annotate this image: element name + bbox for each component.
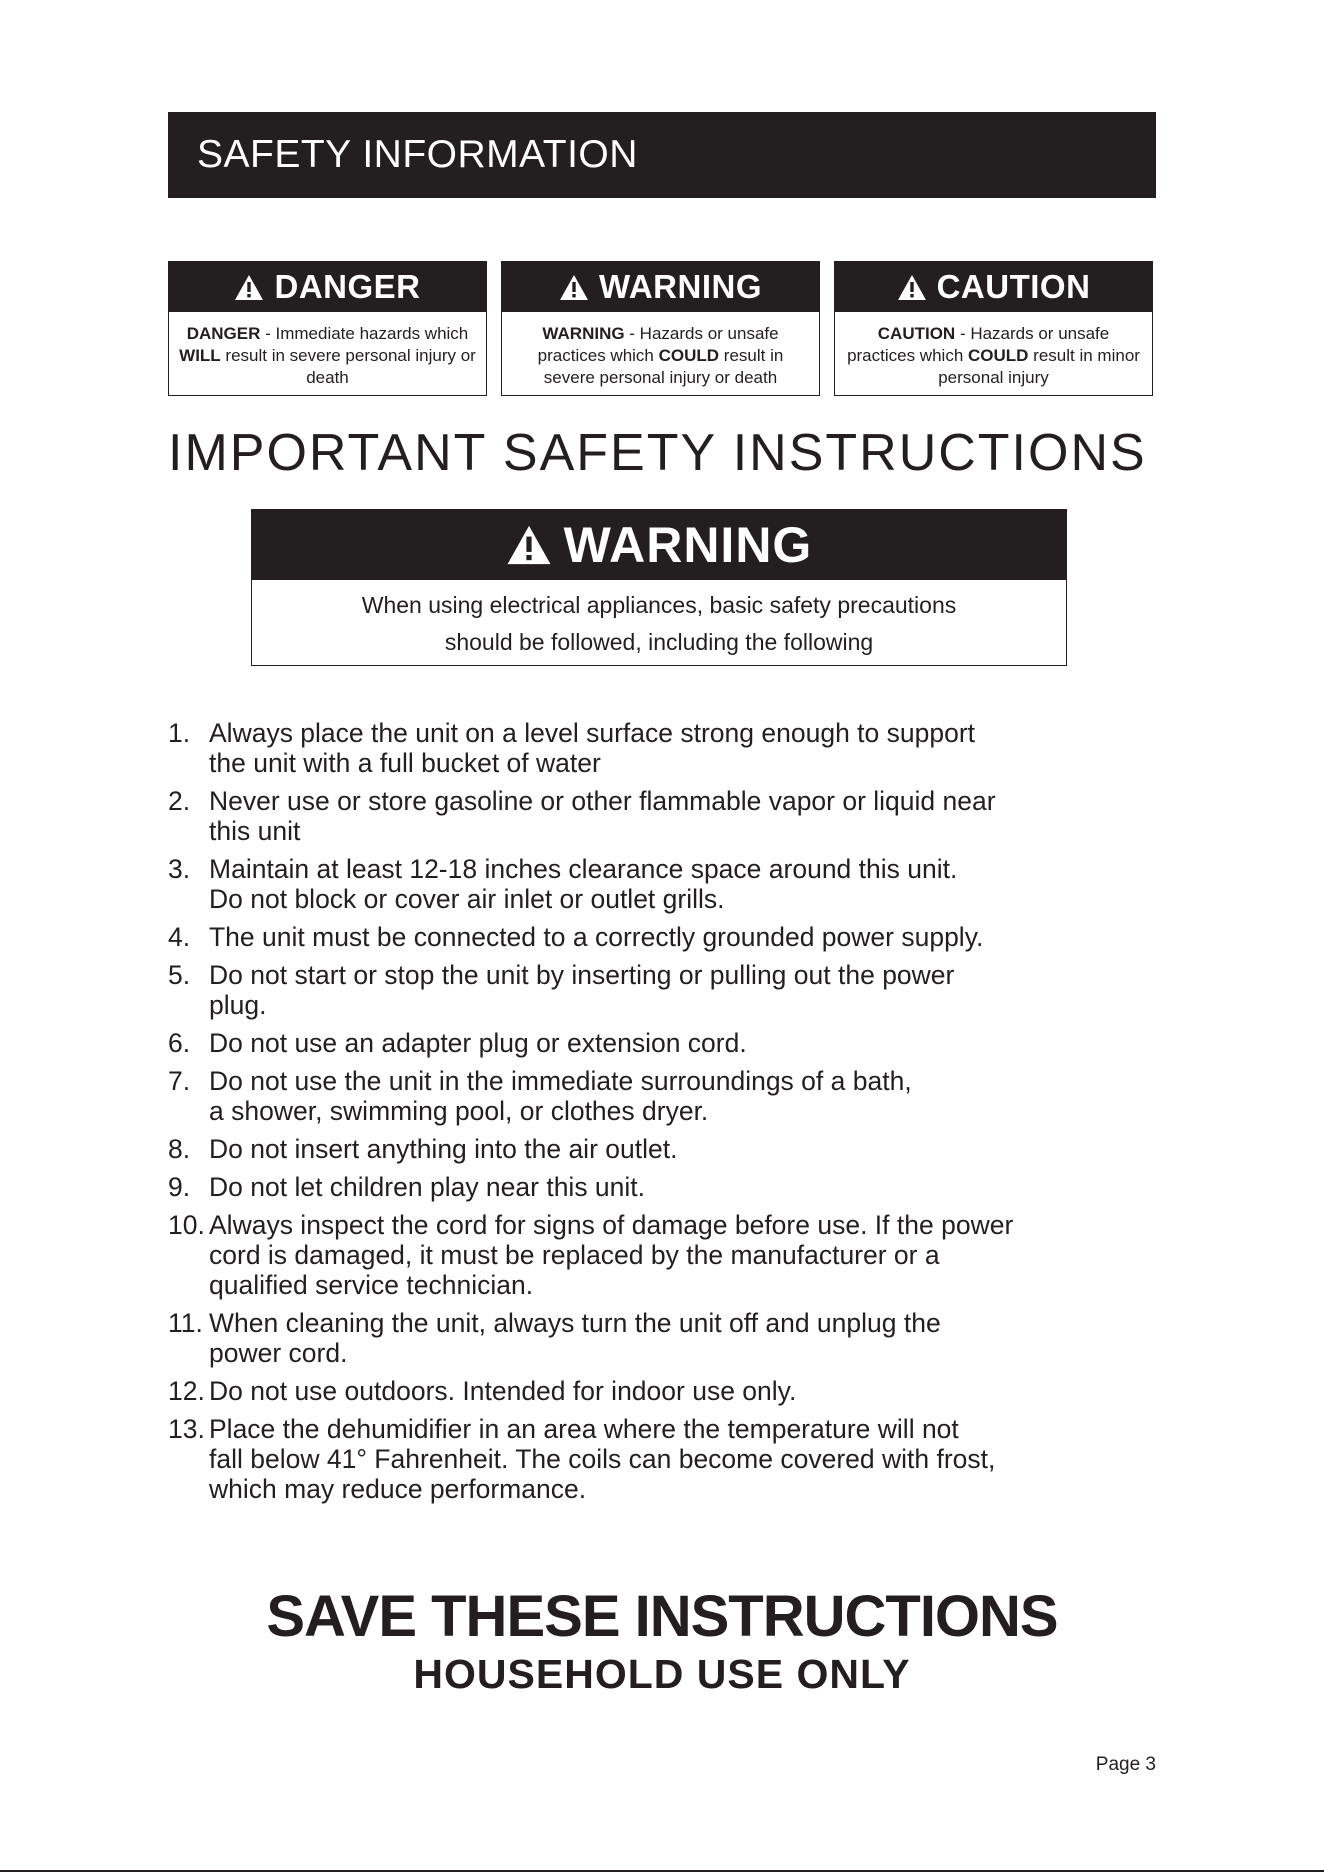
list-item-line: power cord.	[209, 1338, 348, 1368]
caution-desc-post: result in minor personal injury	[938, 346, 1140, 387]
list-item-line: The unit must be connected to a correctly grounded power supply.	[209, 922, 984, 952]
list-item-text	[209, 1066, 1168, 1126]
list-item-text	[209, 1308, 1168, 1368]
list-item-number: 13.	[168, 1414, 205, 1444]
warning-box-small	[501, 261, 820, 396]
list-item-line: Do not use the unit in the immediate surroundings of a bath,	[209, 1066, 912, 1096]
list-item-line: Do not use outdoors. Intended for indoor use only.	[209, 1376, 797, 1406]
list-item-line: Always place the unit on a level surface strong enough to support	[209, 718, 976, 748]
list-item-line: the unit with a full bucket of water	[209, 748, 601, 778]
list-item-number: 8.	[168, 1134, 191, 1164]
list-item	[168, 718, 1168, 778]
list-item-line: Do not insert anything into the air outlet.	[209, 1134, 678, 1164]
caution-heading-label: CAUTION	[936, 268, 1091, 305]
warning-triangle-icon	[897, 274, 927, 301]
list-item-line: Never use or store gasoline or other flammable vapor or liquid near	[209, 786, 996, 816]
list-item-line: Do not use an adapter plug or extension cord.	[209, 1028, 747, 1058]
warning-triangle-icon	[559, 274, 589, 301]
list-item-line: fall below 41° Fahrenheit. The coils can become covered with frost,	[209, 1444, 996, 1474]
list-item	[168, 1376, 1168, 1406]
list-item	[168, 1172, 1168, 1202]
danger-desc-post: result in severe personal injury or death	[220, 346, 476, 387]
list-item-line: Maintain at least 12-18 inches clearance space around this unit.	[209, 854, 958, 884]
warning-heading-label: WARNING	[599, 268, 762, 305]
warning-notice	[251, 509, 1067, 666]
list-item-text	[209, 1028, 1168, 1058]
danger-box	[168, 261, 487, 396]
list-item	[168, 960, 1168, 1020]
list-item-number: 4.	[168, 922, 191, 952]
list-item	[168, 1308, 1168, 1368]
danger-description	[169, 312, 486, 389]
warning-notice-heading	[252, 510, 1066, 580]
warning-desc-pre: - Hazards or unsafe practices which	[537, 324, 779, 365]
warning-notice-body	[252, 580, 1066, 661]
caution-desc-bold: COULD	[968, 346, 1029, 365]
list-item-text	[209, 960, 1168, 1020]
caution-box	[834, 261, 1153, 396]
warning-desc-bold: COULD	[658, 346, 720, 365]
list-item	[168, 1210, 1168, 1300]
caution-heading	[835, 262, 1152, 312]
warning-triangle-icon	[234, 274, 264, 301]
danger-keyword: DANGER	[186, 324, 261, 343]
list-item-line: plug.	[209, 990, 267, 1020]
section-title: SAFETY INFORMATION	[197, 133, 638, 176]
warning-heading	[502, 262, 819, 312]
list-item-number: 3.	[168, 854, 191, 884]
list-item-text	[209, 718, 1168, 778]
warning-desc-post: result in severe personal injury or death	[543, 346, 784, 387]
list-item-number: 12.	[168, 1376, 205, 1406]
list-item-line: When cleaning the unit, always turn the unit off and unplug the	[209, 1308, 941, 1338]
instructions-list	[168, 718, 1168, 1512]
list-item-line: qualified service technician.	[209, 1270, 534, 1300]
warning-keyword: WARNING	[542, 324, 625, 343]
list-item-text	[209, 1210, 1168, 1300]
household-use-label: HOUSEHOLD USE ONLY	[413, 1651, 911, 1697]
caution-description	[835, 312, 1152, 389]
list-item-line: which may reduce performance.	[209, 1474, 587, 1504]
warning-notice-line: should be followed, including the following	[444, 629, 874, 655]
danger-heading	[169, 262, 486, 312]
list-item	[168, 922, 1168, 952]
danger-desc-bold: WILL	[179, 346, 221, 365]
list-item-text	[209, 1134, 1168, 1164]
list-item	[168, 1414, 1168, 1504]
list-item-text	[209, 786, 1168, 846]
list-item-number: 11.	[168, 1308, 203, 1338]
list-item-line: Do not let children play near this unit.	[209, 1172, 646, 1202]
list-item	[168, 1134, 1168, 1164]
section-header	[168, 112, 1156, 198]
list-item-number: 6.	[168, 1028, 191, 1058]
warning-triangle-icon	[506, 524, 552, 566]
page-number: Page 3	[1095, 1754, 1156, 1775]
list-item-line: Place the dehumidifier in an area where the temperature will not	[209, 1414, 959, 1444]
list-item	[168, 786, 1168, 846]
save-instructions-title: SAVE THESE INSTRUCTIONS	[266, 1584, 1058, 1649]
list-item-text	[209, 1172, 1168, 1202]
caution-keyword: CAUTION	[877, 324, 956, 343]
danger-heading-label: DANGER	[274, 268, 421, 305]
list-item-number: 9.	[168, 1172, 191, 1202]
list-item-text	[209, 1376, 1168, 1406]
list-item-text	[209, 854, 1168, 914]
list-item-number: 5.	[168, 960, 191, 990]
caution-desc-pre: - Hazards or unsafe practices which	[847, 324, 1110, 365]
list-item-text	[209, 1414, 1168, 1504]
list-item-number: 7.	[168, 1066, 191, 1096]
list-item-line: cord is damaged, it must be replaced by the manufacturer or a	[209, 1240, 940, 1270]
warning-notice-label: WARNING	[563, 517, 813, 573]
list-item-number: 2.	[168, 786, 191, 816]
list-item-line: this unit	[209, 816, 301, 846]
main-title: IMPORTANT SAFETY INSTRUCTIONS	[168, 424, 1147, 482]
danger-desc-pre: - Immediate hazards which	[260, 324, 469, 343]
list-item-number: 10.	[168, 1210, 205, 1240]
list-item-line: a shower, swimming pool, or clothes dryer.	[209, 1096, 709, 1126]
list-item	[168, 1028, 1168, 1058]
list-item-line: Always inspect the cord for signs of damage before use. If the power	[209, 1210, 1014, 1240]
list-item-text	[209, 922, 1168, 952]
list-item	[168, 854, 1168, 914]
list-item-line: Do not start or stop the unit by inserting or pulling out the power	[209, 960, 955, 990]
list-item-number: 1.	[168, 718, 191, 748]
list-item-line: Do not block or cover air inlet or outlet grills.	[209, 884, 725, 914]
warning-notice-line: When using electrical appliances, basic safety precautions	[361, 592, 957, 618]
list-item	[168, 1066, 1168, 1126]
warning-description	[502, 312, 819, 389]
